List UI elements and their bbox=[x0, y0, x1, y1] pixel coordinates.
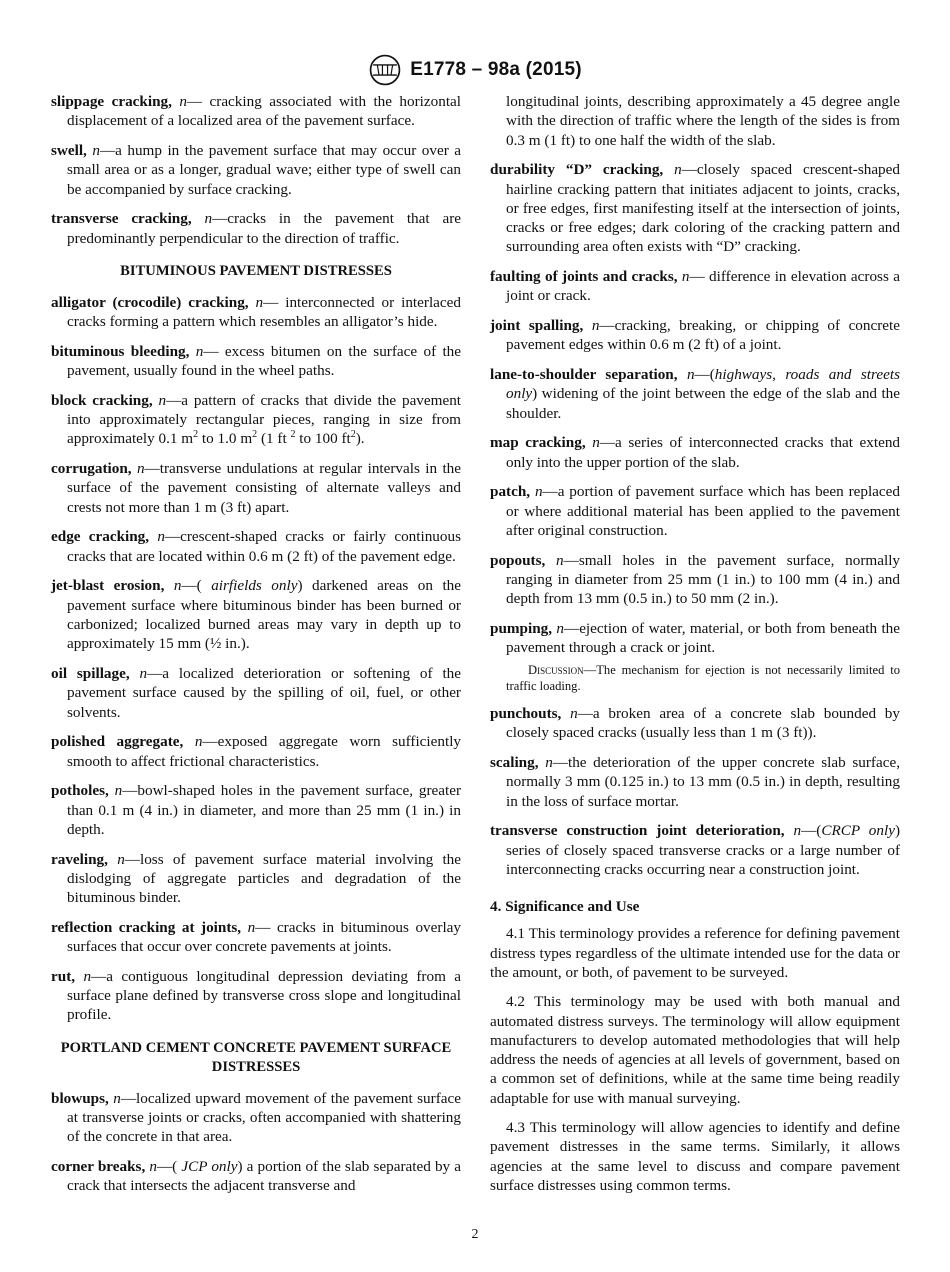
definition: —cracking, breaking, or chipping of concrete pavement edges within 0.6 m (2 ft) of a joint. bbox=[506, 317, 900, 354]
definition: —exposed aggregate worn sufficiently smooth to affect frictional characteristics. bbox=[67, 733, 462, 770]
part-of-speech: n bbox=[149, 1157, 157, 1175]
term: map cracking, bbox=[490, 434, 586, 452]
term: jet-blast erosion, bbox=[51, 577, 165, 595]
discussion-note bbox=[490, 662, 900, 694]
section-heading: PORTLAND CEMENT CONCRETE PAVEMENT SURFACE DISTRESSES bbox=[60, 1039, 452, 1075]
page-number: 2 bbox=[471, 1227, 479, 1242]
term-entry bbox=[51, 576, 461, 653]
term-entry bbox=[51, 1089, 461, 1147]
part-of-speech: n bbox=[793, 822, 802, 840]
definition: —( bbox=[694, 366, 715, 384]
term: corrugation, bbox=[51, 460, 132, 478]
paragraph: 4.3 This terminology will allow agencies to identify and define pavement distresses in the same terms. Similarly, it allows agencies at the same level to discuss and compare pavement surface distresses using common terms. bbox=[490, 1119, 900, 1194]
term-entry bbox=[490, 482, 900, 540]
part-of-speech: n bbox=[556, 619, 564, 637]
definition: —( bbox=[156, 1157, 182, 1175]
term-entry bbox=[51, 141, 461, 199]
paragraph: 4.1 This terminology provides a reference for defining pavement distress types regardless of the ultimate intended use for the data or the amount, or both, of pavement to be surveyed. bbox=[490, 925, 900, 981]
page-header bbox=[0, 52, 950, 88]
part-of-speech: n bbox=[247, 918, 256, 936]
definition: to 100 ft bbox=[295, 430, 351, 448]
term: potholes, bbox=[51, 782, 109, 800]
part-of-speech: n bbox=[136, 460, 145, 478]
definition: —a pattern of cracks that divide the pavement into approximately rectangular pieces, ranging in size from approximately 0.1 m bbox=[67, 391, 462, 448]
definition: —a series of interconnected cracks that extend only into the upper portion of the slab. bbox=[506, 434, 901, 471]
term: edge cracking, bbox=[51, 528, 150, 546]
term: rut, bbox=[51, 967, 76, 985]
definition: ) series of closely spaced transverse cracks or a large number of interconnecting cracks occurring near a construction joint. bbox=[506, 822, 901, 878]
part-of-speech: n bbox=[173, 577, 182, 595]
part-of-speech: n bbox=[545, 753, 553, 771]
qualifier: airfields only bbox=[211, 577, 298, 595]
term-entry bbox=[51, 967, 461, 1025]
part-of-speech: n bbox=[681, 268, 690, 286]
definition: —a localized deterioration or softening of the pavement surface caused by the spilling of oil, fuel, or other solvents. bbox=[67, 664, 461, 721]
term-entry bbox=[51, 342, 461, 381]
term-entry bbox=[490, 160, 900, 256]
definition: —a portion of pavement surface which has been replaced or where additional material has been applied to the pavement after original construction. bbox=[506, 483, 901, 539]
term-entry bbox=[490, 433, 900, 472]
term: popouts, bbox=[490, 551, 546, 569]
definition: ) a portion of the slab separated by a crack that intersects the adjacent transverse and bbox=[67, 1157, 462, 1195]
term: patch, bbox=[490, 483, 531, 501]
definition: to 1.0 m bbox=[198, 430, 253, 448]
definition: — excess bitumen on the surface of the pavement, usually found in the wheel paths. bbox=[67, 342, 462, 380]
term-entry bbox=[490, 551, 900, 609]
part-of-speech: n bbox=[204, 210, 213, 228]
definition: ) darkened areas on the pavement surface where bituminous binder has been burned or carbonized; localized burned areas may vary in depth up to approximately 15 mm (½ in.). bbox=[67, 577, 462, 653]
superscript: 2 bbox=[193, 429, 199, 441]
part-of-speech: n bbox=[556, 551, 564, 569]
part-of-speech: n bbox=[570, 704, 578, 722]
superscript: 2 bbox=[252, 429, 258, 441]
term-entry bbox=[490, 619, 900, 658]
term: punchouts, bbox=[490, 704, 562, 722]
part-of-speech: n bbox=[674, 161, 682, 179]
superscript: 2 bbox=[290, 429, 296, 441]
term: durability “D” cracking, bbox=[490, 161, 664, 179]
term: oil spillage, bbox=[51, 664, 130, 682]
term-entry bbox=[490, 365, 900, 423]
part-of-speech: n bbox=[591, 317, 600, 335]
term: lane-to-shoulder separation, bbox=[490, 366, 678, 384]
term-entry bbox=[51, 209, 461, 248]
term-entry bbox=[51, 918, 461, 957]
document-id: E1778 – 98a (2015) bbox=[410, 59, 582, 80]
term: transverse cracking, bbox=[51, 210, 192, 228]
term-entry bbox=[490, 267, 900, 306]
term: polished aggregate, bbox=[51, 733, 184, 751]
term: blowups, bbox=[51, 1089, 109, 1107]
definition: —a broken area of a concrete slab bounded by closely spaced cracks (usually less than 1 m (3 ft)). bbox=[506, 704, 900, 742]
term: swell, bbox=[51, 141, 87, 159]
definition: —small holes in the pavement surface, normally ranging in diameter from 25 mm (1 in.) to 100 mm (4 in.) and depth from 13 mm (0.5 in.) to 50 mm (2 in.). bbox=[506, 551, 901, 608]
term-entry bbox=[490, 316, 900, 355]
part-of-speech: n bbox=[534, 483, 543, 501]
part-of-speech: n bbox=[592, 434, 600, 452]
term-entry bbox=[51, 293, 461, 332]
definition: —ejection of water, material, or both from beneath the pavement through a crack or joint. bbox=[506, 619, 901, 657]
term-entry bbox=[51, 664, 461, 722]
term-entry bbox=[51, 527, 461, 566]
part-of-speech: n bbox=[158, 391, 167, 409]
term: raveling, bbox=[51, 850, 108, 868]
right-column bbox=[490, 92, 900, 1205]
definition: (1 ft bbox=[257, 430, 291, 448]
part-of-speech: n bbox=[139, 664, 148, 682]
section-heading: 4. Significance and Use bbox=[490, 898, 640, 916]
section-heading: BITUMINOUS PAVEMENT DISTRESSES bbox=[120, 262, 392, 279]
term-entry bbox=[490, 821, 900, 879]
part-of-speech: n bbox=[195, 342, 204, 360]
term: bituminous bleeding, bbox=[51, 342, 190, 360]
term: block cracking, bbox=[51, 391, 153, 409]
term: corner breaks, bbox=[51, 1157, 146, 1175]
definition: — difference in elevation across a joint or crack. bbox=[506, 268, 900, 305]
definition: —the deterioration of the upper concrete slab surface, normally 3 mm (0.125 in.) to 13 mm (0.5 in.) in depth, resulting in the loss of surface mortar. bbox=[506, 753, 900, 810]
part-of-speech: n bbox=[157, 528, 165, 546]
part-of-speech: n bbox=[179, 93, 187, 110]
term-entry bbox=[51, 850, 461, 908]
definition: ) widening of the joint between the edge of the slab and the shoulder. bbox=[506, 385, 900, 422]
term: scaling, bbox=[490, 753, 539, 771]
definition: ). bbox=[355, 430, 365, 448]
definition: —a hump in the pavement surface that may occur over a small area or as a longer, gradual wave; either type of swell can be accompanied by surface cracking. bbox=[67, 141, 461, 198]
term: slippage cracking, bbox=[51, 93, 172, 110]
term-entry bbox=[51, 459, 461, 517]
term: joint spalling, bbox=[490, 317, 584, 335]
term-entry bbox=[490, 753, 900, 811]
astm-logo-icon bbox=[368, 53, 402, 87]
superscript: 2 bbox=[350, 429, 356, 441]
term: alligator (crocodile) cracking, bbox=[51, 293, 249, 311]
term-entry bbox=[51, 1157, 461, 1196]
definition: — cracks in bituminous overlay surfaces that occur over concrete pavements at joints. bbox=[67, 918, 461, 956]
part-of-speech: n bbox=[92, 141, 100, 159]
definition: —cracks in the pavement that are predominantly perpendicular to the direction of traffic. bbox=[67, 210, 461, 247]
definition: —transverse undulations at regular intervals in the surface of the pavement consisting of alternate valleys and crests not more than 1 m (3 ft) apart. bbox=[67, 460, 461, 516]
discussion-text: —The mechanism for ejection is not necessarily limited to traffic loading. bbox=[506, 662, 900, 693]
term-entry bbox=[51, 732, 461, 771]
term-entry bbox=[490, 704, 900, 743]
qualifier: JCP only bbox=[181, 1157, 238, 1175]
part-of-speech: n bbox=[686, 366, 695, 384]
part-of-speech: n bbox=[83, 967, 92, 985]
paragraph: 4.2 This terminology may be used with both manual and automated distress surveys. The terminology will allow equipment manufacturers to develop automated methodologies that will help address the needs of agencies at all levels of government, based on a common set of definitions, while at the same time being readily adaptable for use with manual surveying. bbox=[490, 993, 900, 1107]
part-of-speech: n bbox=[114, 782, 123, 800]
definition: — cracking associated with the horizontal displacement of a localized area of the pavement surface. bbox=[67, 93, 461, 130]
term-entry bbox=[51, 391, 461, 449]
term: reflection cracking at joints, bbox=[51, 918, 242, 936]
part-of-speech: n bbox=[194, 733, 203, 751]
term-entry bbox=[51, 92, 461, 131]
part-of-speech: n bbox=[117, 850, 125, 868]
definition: —a contiguous longitudinal depression deviating from a surface plane defined by transverse cross slope and longitudinal profile. bbox=[67, 967, 462, 1024]
discussion-label: Discussion bbox=[528, 662, 584, 677]
qualifier: highways, roads and streets only bbox=[506, 366, 900, 403]
definition: —closely spaced crescent-shaped hairline cracking pattern that initiates adjacent to joints, cracks, or free edges, first manifesting itself at the intersection of joints, cracks or free edges; dark coloring of the cracking pattern and surrounding area often exists with “D” cracking. bbox=[506, 161, 900, 256]
definition: —loss of pavement surface material involving the dislodging of aggregate particles and degradation of the bituminous binder. bbox=[67, 850, 462, 907]
part-of-speech: n bbox=[255, 293, 264, 311]
definition: —( bbox=[801, 822, 822, 840]
definition-continuation: longitudinal joints, describing approximately a 45 degree angle with the direction of traffic where the length of the sides is from 0.3 m (1 ft) to one half the width of the slab. bbox=[506, 93, 900, 149]
definition: —( bbox=[181, 577, 212, 595]
term: faulting of joints and cracks, bbox=[490, 268, 678, 286]
definition: —localized upward movement of the pavement surface at transverse joints or cracks, often accompanied with shattering of the concrete in that area. bbox=[67, 1089, 461, 1146]
left-column bbox=[51, 92, 461, 1206]
part-of-speech: n bbox=[113, 1089, 121, 1107]
qualifier: CRCP only bbox=[821, 822, 895, 840]
term-entry bbox=[51, 781, 461, 839]
definition: —crescent-shaped cracks or fairly continuous cracks that are located within 0.6 m (2 ft) of the pavement edge. bbox=[67, 528, 461, 565]
term: transverse construction joint deterioration, bbox=[490, 822, 785, 840]
definition: —bowl-shaped holes in the pavement surface, greater than 0.1 m (4 in.) in diameter, and more than 25 mm (1 in.) in depth. bbox=[67, 782, 462, 838]
definition: — interconnected or interlaced cracks forming a pattern which resembles an alligator’s hide. bbox=[67, 293, 461, 331]
term: pumping, bbox=[490, 619, 553, 637]
